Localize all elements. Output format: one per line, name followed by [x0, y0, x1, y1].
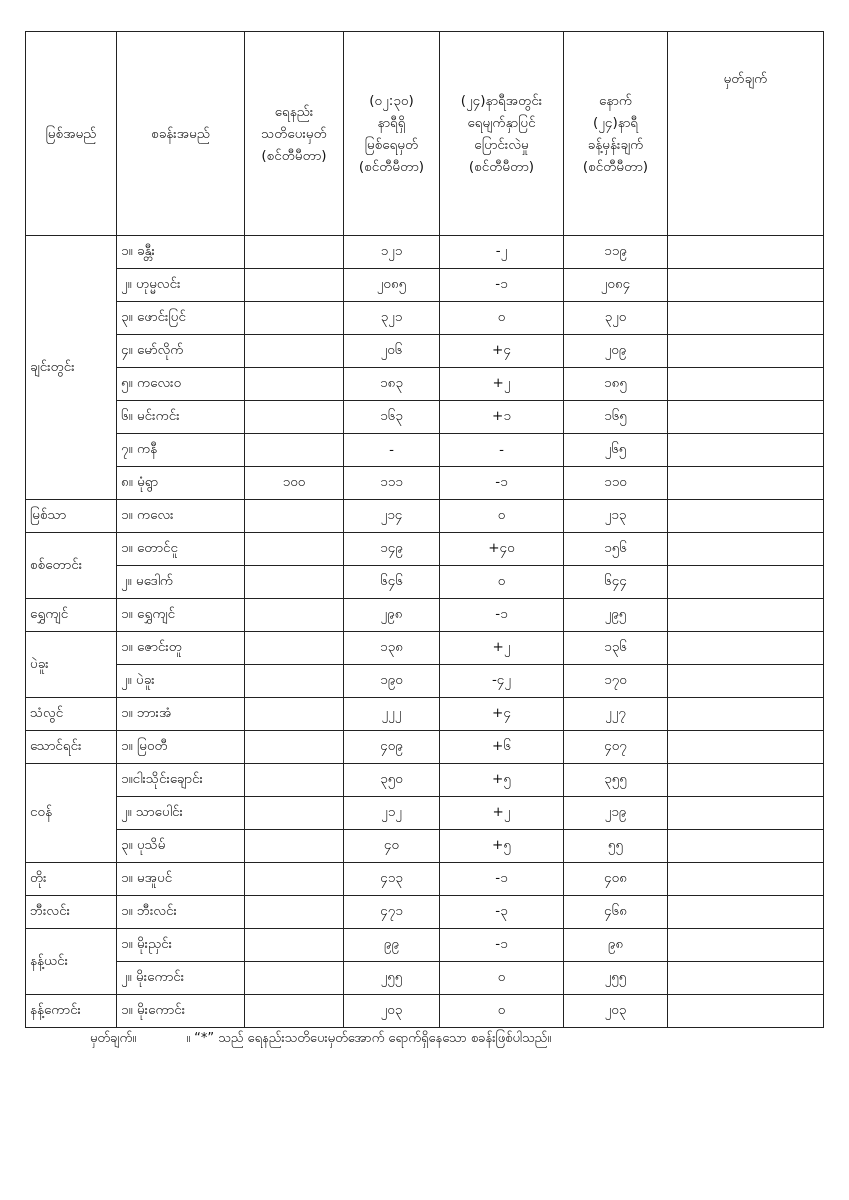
river-name-cell: ဘီးလင်း — [26, 896, 117, 929]
water-level-cell: ၂၅၅ — [344, 962, 440, 995]
water-level-cell: ၂၁၂ — [344, 797, 440, 830]
forecast-24h-cell: ၁၅၆ — [564, 533, 668, 566]
change-24h-cell: +၄၀ — [440, 533, 564, 566]
water-level-cell: ၆၄၆ — [344, 566, 440, 599]
forecast-24h-cell: ၂၉၅ — [564, 599, 668, 632]
station-name-cell: ၆။ မင်းကင်း — [117, 401, 245, 434]
change-24h-cell: ၀ — [440, 500, 564, 533]
table-body — [26, 236, 824, 1028]
table-row — [26, 764, 824, 797]
low-water-warning-cell — [245, 764, 344, 797]
remarks-cell — [668, 599, 824, 632]
river-name-cell: နန့်ယင်း — [26, 929, 117, 995]
header-24h-forecast: နောက် (၂၄)နာရီ ခန့်မှန်းချက် (စင်တီမီတာ) — [564, 32, 668, 236]
remarks-cell — [668, 302, 824, 335]
change-24h-cell: +၄ — [440, 698, 564, 731]
table-header — [26, 32, 824, 236]
table-row — [26, 467, 824, 500]
remarks-cell — [668, 335, 824, 368]
station-name-cell: ၁။ တောင်ငူ — [117, 533, 245, 566]
change-24h-cell: +၄ — [440, 335, 564, 368]
change-24h-cell: -၁ — [440, 467, 564, 500]
remarks-cell — [668, 962, 824, 995]
low-water-warning-cell — [245, 533, 344, 566]
water-level-cell: ၂၀၆ — [344, 335, 440, 368]
remarks-cell — [668, 632, 824, 665]
change-24h-cell: +၆ — [440, 731, 564, 764]
low-water-warning-cell — [245, 434, 344, 467]
station-name-cell: ၃။ ပုသိမ် — [117, 830, 245, 863]
table-row — [26, 863, 824, 896]
change-24h-cell: ၀ — [440, 302, 564, 335]
table-row — [26, 566, 824, 599]
remarks-cell — [668, 566, 824, 599]
low-water-warning-cell — [245, 335, 344, 368]
water-level-cell: ၁၁၁ — [344, 467, 440, 500]
station-name-cell: ၈။ မုံရွာ — [117, 467, 245, 500]
low-water-warning-cell — [245, 995, 344, 1028]
low-water-warning-cell — [245, 929, 344, 962]
station-name-cell: ၁။ မအူပင် — [117, 863, 245, 896]
footnote — [90, 1030, 551, 1049]
water-level-cell: ၄၇၁ — [344, 896, 440, 929]
water-level-cell: ၉၉ — [344, 929, 440, 962]
forecast-24h-cell: ၁၇၀ — [564, 665, 668, 698]
change-24h-cell: -၁ — [440, 929, 564, 962]
footnote-text: ။ “*” သည် ရေနည်းသတိပေးမှတ်အောက် ရောက်ရှိနေသော စခန်းဖြစ်ပါသည်။ — [186, 1031, 552, 1046]
station-name-cell: ၃။ ဖောင်းပြင် — [117, 302, 245, 335]
station-name-cell: ၅။ ကလေးဝ — [117, 368, 245, 401]
water-level-cell: ၂၁၄ — [344, 500, 440, 533]
forecast-24h-cell: ၂၆၅ — [564, 434, 668, 467]
table-row — [26, 401, 824, 434]
station-name-cell: ၇။ ကနီ — [117, 434, 245, 467]
forecast-24h-cell: ၂၀၉ — [564, 335, 668, 368]
river-name-cell: ငဝန် — [26, 764, 117, 863]
remarks-cell — [668, 665, 824, 698]
water-level-cell: ၃၅၀ — [344, 764, 440, 797]
forecast-24h-cell: ၄၀၈ — [564, 863, 668, 896]
forecast-24h-cell: ၁၁၀ — [564, 467, 668, 500]
water-level-cell: - — [344, 434, 440, 467]
river-name-cell: ပဲခူး — [26, 632, 117, 698]
remarks-cell — [668, 830, 824, 863]
remarks-cell — [668, 764, 824, 797]
header-row — [26, 32, 824, 236]
forecast-24h-cell: ၂၀၈၄ — [564, 269, 668, 302]
water-level-cell: ၁၃၈ — [344, 632, 440, 665]
station-name-cell: ၂။ မဒေါက် — [117, 566, 245, 599]
river-level-table — [25, 31, 824, 1028]
remarks-cell — [668, 269, 824, 302]
change-24h-cell: ၀ — [440, 995, 564, 1028]
low-water-warning-cell — [245, 368, 344, 401]
low-water-warning-cell — [245, 401, 344, 434]
change-24h-cell: ၀ — [440, 566, 564, 599]
change-24h-cell: - — [440, 434, 564, 467]
header-water-level: (၀၂:၃၀) နာရီရှိ မြစ်ရေမှတ် (စင်တီမီတာ) — [344, 32, 440, 236]
low-water-warning-cell — [245, 500, 344, 533]
river-name-cell: ချင်းတွင်း — [26, 236, 117, 500]
change-24h-cell: -၁ — [440, 863, 564, 896]
forecast-24h-cell: ၃၂၀ — [564, 302, 668, 335]
water-level-cell: ၂၂၂ — [344, 698, 440, 731]
table-row — [26, 335, 824, 368]
forecast-24h-cell: ၂၂၇ — [564, 698, 668, 731]
low-water-warning-cell — [245, 599, 344, 632]
water-level-cell: ၂၀၈၅ — [344, 269, 440, 302]
change-24h-cell: -၁ — [440, 599, 564, 632]
station-name-cell: ၁။ ခန္တီး — [117, 236, 245, 269]
table-row — [26, 434, 824, 467]
table-row — [26, 269, 824, 302]
station-name-cell: ၁။ ဘားအံ — [117, 698, 245, 731]
forecast-24h-cell: ၁၃၆ — [564, 632, 668, 665]
remarks-cell — [668, 797, 824, 830]
forecast-24h-cell: ၃၅၅ — [564, 764, 668, 797]
water-level-cell: ၂၉၈ — [344, 599, 440, 632]
river-name-cell: မြစ်သာ — [26, 500, 117, 533]
table-row — [26, 962, 824, 995]
forecast-24h-cell: ၆၄၄ — [564, 566, 668, 599]
station-name-cell: ၂။ မိုးကောင်း — [117, 962, 245, 995]
forecast-24h-cell: ၁၁၉ — [564, 236, 668, 269]
remarks-cell — [668, 698, 824, 731]
header-remarks: မှတ်ချက် — [668, 32, 824, 236]
low-water-warning-cell — [245, 302, 344, 335]
low-water-warning-cell — [245, 863, 344, 896]
forecast-24h-cell: ၄၀၇ — [564, 731, 668, 764]
forecast-24h-cell: ၂၁၃ — [564, 500, 668, 533]
table-row — [26, 830, 824, 863]
forecast-24h-cell: ၉၈ — [564, 929, 668, 962]
table-row — [26, 302, 824, 335]
remarks-cell — [668, 731, 824, 764]
change-24h-cell: +၂ — [440, 368, 564, 401]
station-name-cell: ၁။ မိုးကောင်း — [117, 995, 245, 1028]
forecast-24h-cell: ၂၀၃ — [564, 995, 668, 1028]
remarks-cell — [668, 434, 824, 467]
low-water-warning-cell — [245, 797, 344, 830]
low-water-warning-cell — [245, 698, 344, 731]
water-level-cell: ၂၀၃ — [344, 995, 440, 1028]
river-name-cell: တိုး — [26, 863, 117, 896]
remarks-cell — [668, 467, 824, 500]
station-name-cell: ၂။ သာပေါင်း — [117, 797, 245, 830]
table-row — [26, 929, 824, 962]
station-name-cell: ၂။ ဟုမ္မလင်း — [117, 269, 245, 302]
change-24h-cell: +၅ — [440, 764, 564, 797]
change-24h-cell: +၅ — [440, 830, 564, 863]
change-24h-cell: -၄၂ — [440, 665, 564, 698]
change-24h-cell: +၂ — [440, 632, 564, 665]
station-name-cell: ၁။ငါးသိုင်းချောင်း — [117, 764, 245, 797]
station-name-cell: ၁။ ကလေး — [117, 500, 245, 533]
header-24h-change: (၂၄)နာရီအတွင်း ရေမျက်နှာပြင် ပြောင်းလဲမှု (စင်တီမီတာ) — [440, 32, 564, 236]
water-level-cell: ၄၀ — [344, 830, 440, 863]
change-24h-cell: +၁ — [440, 401, 564, 434]
forecast-24h-cell: ၅၅ — [564, 830, 668, 863]
table-row — [26, 236, 824, 269]
station-name-cell: ၁။ မြဝတီ — [117, 731, 245, 764]
station-name-cell: ၂။ ပဲခူး — [117, 665, 245, 698]
river-name-cell: သံလွင် — [26, 698, 117, 731]
water-level-cell: ၄၀၉ — [344, 731, 440, 764]
low-water-warning-cell — [245, 665, 344, 698]
water-level-cell: ၁၂၁ — [344, 236, 440, 269]
remarks-cell — [668, 896, 824, 929]
header-river-name: မြစ်အမည် — [26, 32, 117, 236]
header-station-name: စခန်းအမည် — [117, 32, 245, 236]
low-water-warning-cell: ၁၀၀ — [245, 467, 344, 500]
change-24h-cell: +၂ — [440, 797, 564, 830]
water-level-cell: ၃၂၁ — [344, 302, 440, 335]
station-name-cell: ၁။ ရွှေကျင် — [117, 599, 245, 632]
change-24h-cell: -၃ — [440, 896, 564, 929]
change-24h-cell: -၂ — [440, 236, 564, 269]
table-row — [26, 995, 824, 1028]
low-water-warning-cell — [245, 731, 344, 764]
table-row — [26, 731, 824, 764]
table-row — [26, 533, 824, 566]
remarks-cell — [668, 500, 824, 533]
water-level-cell: ၁၄၉ — [344, 533, 440, 566]
low-water-warning-cell — [245, 236, 344, 269]
low-water-warning-cell — [245, 830, 344, 863]
low-water-warning-cell — [245, 962, 344, 995]
remarks-cell — [668, 995, 824, 1028]
water-level-cell: ၁၈၃ — [344, 368, 440, 401]
low-water-warning-cell — [245, 632, 344, 665]
remarks-cell — [668, 401, 824, 434]
table-row — [26, 896, 824, 929]
remarks-cell — [668, 929, 824, 962]
river-name-cell: နန့်ကောင်း — [26, 995, 117, 1028]
change-24h-cell: -၁ — [440, 269, 564, 302]
river-name-cell: ရွှေကျင် — [26, 599, 117, 632]
station-name-cell: ၁။ မိုးညှင်း — [117, 929, 245, 962]
table-row — [26, 599, 824, 632]
table-row — [26, 500, 824, 533]
table-row — [26, 797, 824, 830]
water-level-cell: ၁၆၃ — [344, 401, 440, 434]
station-name-cell: ၁။ ဇောင်းတူ — [117, 632, 245, 665]
remarks-cell — [668, 236, 824, 269]
low-water-warning-cell — [245, 566, 344, 599]
table-row — [26, 632, 824, 665]
forecast-24h-cell: ၁၆၅ — [564, 401, 668, 434]
footnote-label: မှတ်ချက်။ — [90, 1031, 137, 1046]
water-level-cell: ၄၁၃ — [344, 863, 440, 896]
forecast-24h-cell: ၂၁၉ — [564, 797, 668, 830]
forecast-24h-cell: ၁၈၅ — [564, 368, 668, 401]
change-24h-cell: ၀ — [440, 962, 564, 995]
table-row — [26, 665, 824, 698]
forecast-24h-cell: ၄၆၈ — [564, 896, 668, 929]
table-row — [26, 698, 824, 731]
remarks-cell — [668, 863, 824, 896]
river-name-cell: စစ်တောင်း — [26, 533, 117, 599]
river-name-cell: သောင်ရင်း — [26, 731, 117, 764]
low-water-warning-cell — [245, 269, 344, 302]
remarks-cell — [668, 368, 824, 401]
water-level-cell: ၁၉၀ — [344, 665, 440, 698]
table-row — [26, 368, 824, 401]
station-name-cell: ၄။ မော်လိုက် — [117, 335, 245, 368]
header-low-water-warning: ရေနည်း သတိပေးမှတ် (စင်တီမီတာ) — [245, 32, 344, 236]
remarks-cell — [668, 533, 824, 566]
low-water-warning-cell — [245, 896, 344, 929]
station-name-cell: ၁။ ဘီးလင်း — [117, 896, 245, 929]
forecast-24h-cell: ၂၅၅ — [564, 962, 668, 995]
